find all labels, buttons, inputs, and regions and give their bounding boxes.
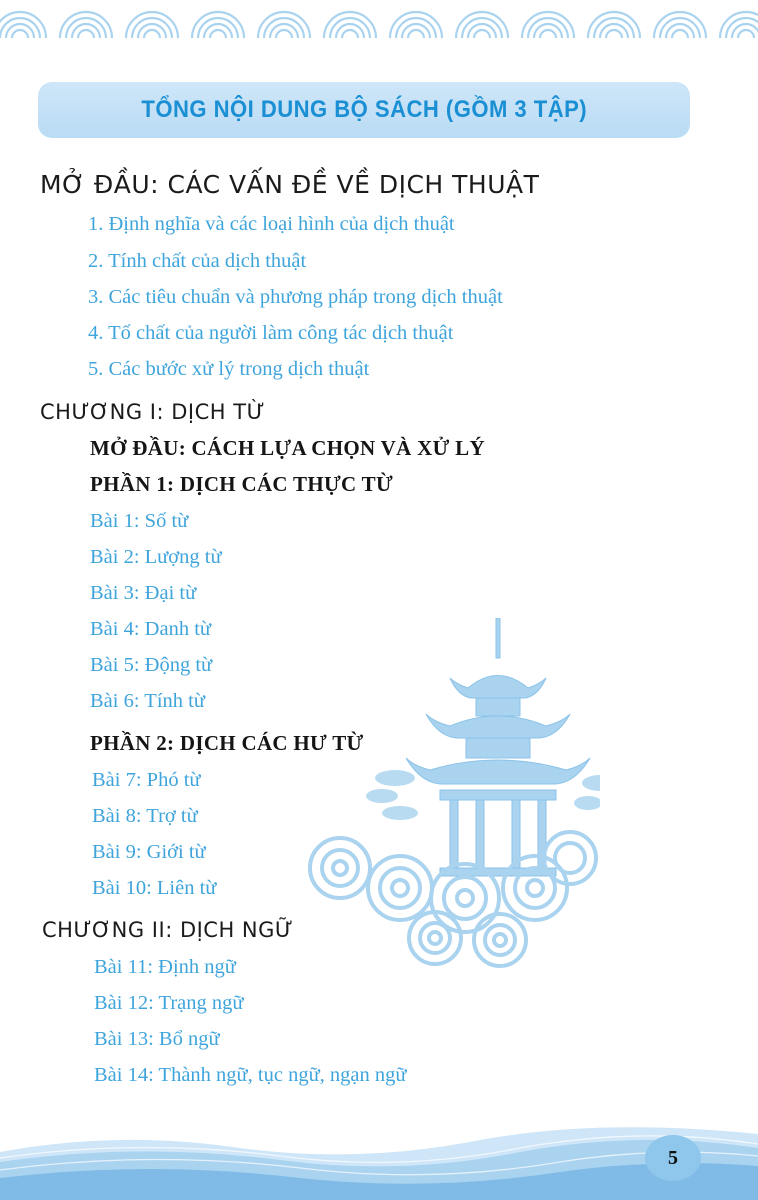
intro-item-3: 3. Các tiêu chuẩn và phương pháp trong dịch thuật <box>88 286 503 308</box>
part1-item-1: Bài 1: Số từ <box>90 510 189 532</box>
part2-item-3: Bài 9: Giới từ <box>92 841 206 863</box>
page-number: 5 <box>645 1135 701 1181</box>
intro-heading: MỞ ĐẦU: CÁC VẤN ĐỀ VỀ DỊCH THUẬT <box>40 170 540 199</box>
chapter1-intro-section: MỞ ĐẦU: CÁCH LỰA CHỌN VÀ XỬ LÝ <box>90 436 485 460</box>
part1-heading: PHẦN 1: DỊCH CÁC THỰC TỪ <box>90 472 393 496</box>
part1-item-4: Bài 4: Danh từ <box>90 618 211 640</box>
chapter2-item-4: Bài 14: Thành ngữ, tục ngữ, ngạn ngữ <box>94 1064 407 1086</box>
chapter2-item-1: Bài 11: Định ngữ <box>94 956 236 978</box>
wave-scallop <box>210 30 226 38</box>
part1-item-5: Bài 5: Động từ <box>90 654 213 676</box>
part2-item-2: Bài 8: Trợ từ <box>92 805 198 827</box>
wave-scallop <box>144 30 160 38</box>
wave-scallop <box>78 30 94 38</box>
wave-scallop <box>276 30 292 38</box>
wave-scallop <box>12 30 28 38</box>
intro-item-5: 5. Các bước xử lý trong dịch thuật <box>88 358 370 380</box>
chapter2-item-3: Bài 13: Bổ ngữ <box>94 1028 220 1050</box>
top-wave-pattern <box>0 0 758 50</box>
title-banner <box>38 82 690 138</box>
wave-scallop <box>540 30 556 38</box>
wave-scallop <box>606 30 622 38</box>
intro-item-4: 4. Tố chất của người làm công tác dịch thuật <box>88 322 454 344</box>
intro-item-1: 1. Định nghĩa và các loại hình của dịch thuật <box>88 213 455 235</box>
bottom-wave-pattern <box>0 1100 758 1200</box>
chapter2-heading: CHƯƠNG II: DỊCH NGỮ <box>42 918 294 942</box>
part1-item-6: Bài 6: Tính từ <box>90 690 205 712</box>
part2-heading: PHẦN 2: DỊCH CÁC HƯ TỪ <box>90 731 364 755</box>
part1-item-2: Bài 2: Lượng từ <box>90 546 222 568</box>
wave-scallop <box>342 30 358 38</box>
part2-item-4: Bài 10: Liên từ <box>92 877 217 899</box>
chapter1-heading: CHƯƠNG I: DỊCH TỪ <box>40 400 266 424</box>
wave-scallop <box>408 30 424 38</box>
intro-item-2: 2. Tính chất của dịch thuật <box>88 250 307 272</box>
part1-item-3: Bài 3: Đại từ <box>90 582 197 604</box>
part2-item-1: Bài 7: Phó từ <box>92 769 201 791</box>
page-title: TỔNG NỘI DUNG BỘ SÁCH (GỒM 3 TẬP) <box>141 96 587 123</box>
wave-scallop <box>474 30 490 38</box>
wave-scallop <box>738 30 754 38</box>
pagoda-illustration <box>300 618 600 968</box>
wave-scallop <box>672 30 688 38</box>
chapter2-item-2: Bài 12: Trạng ngữ <box>94 992 244 1014</box>
